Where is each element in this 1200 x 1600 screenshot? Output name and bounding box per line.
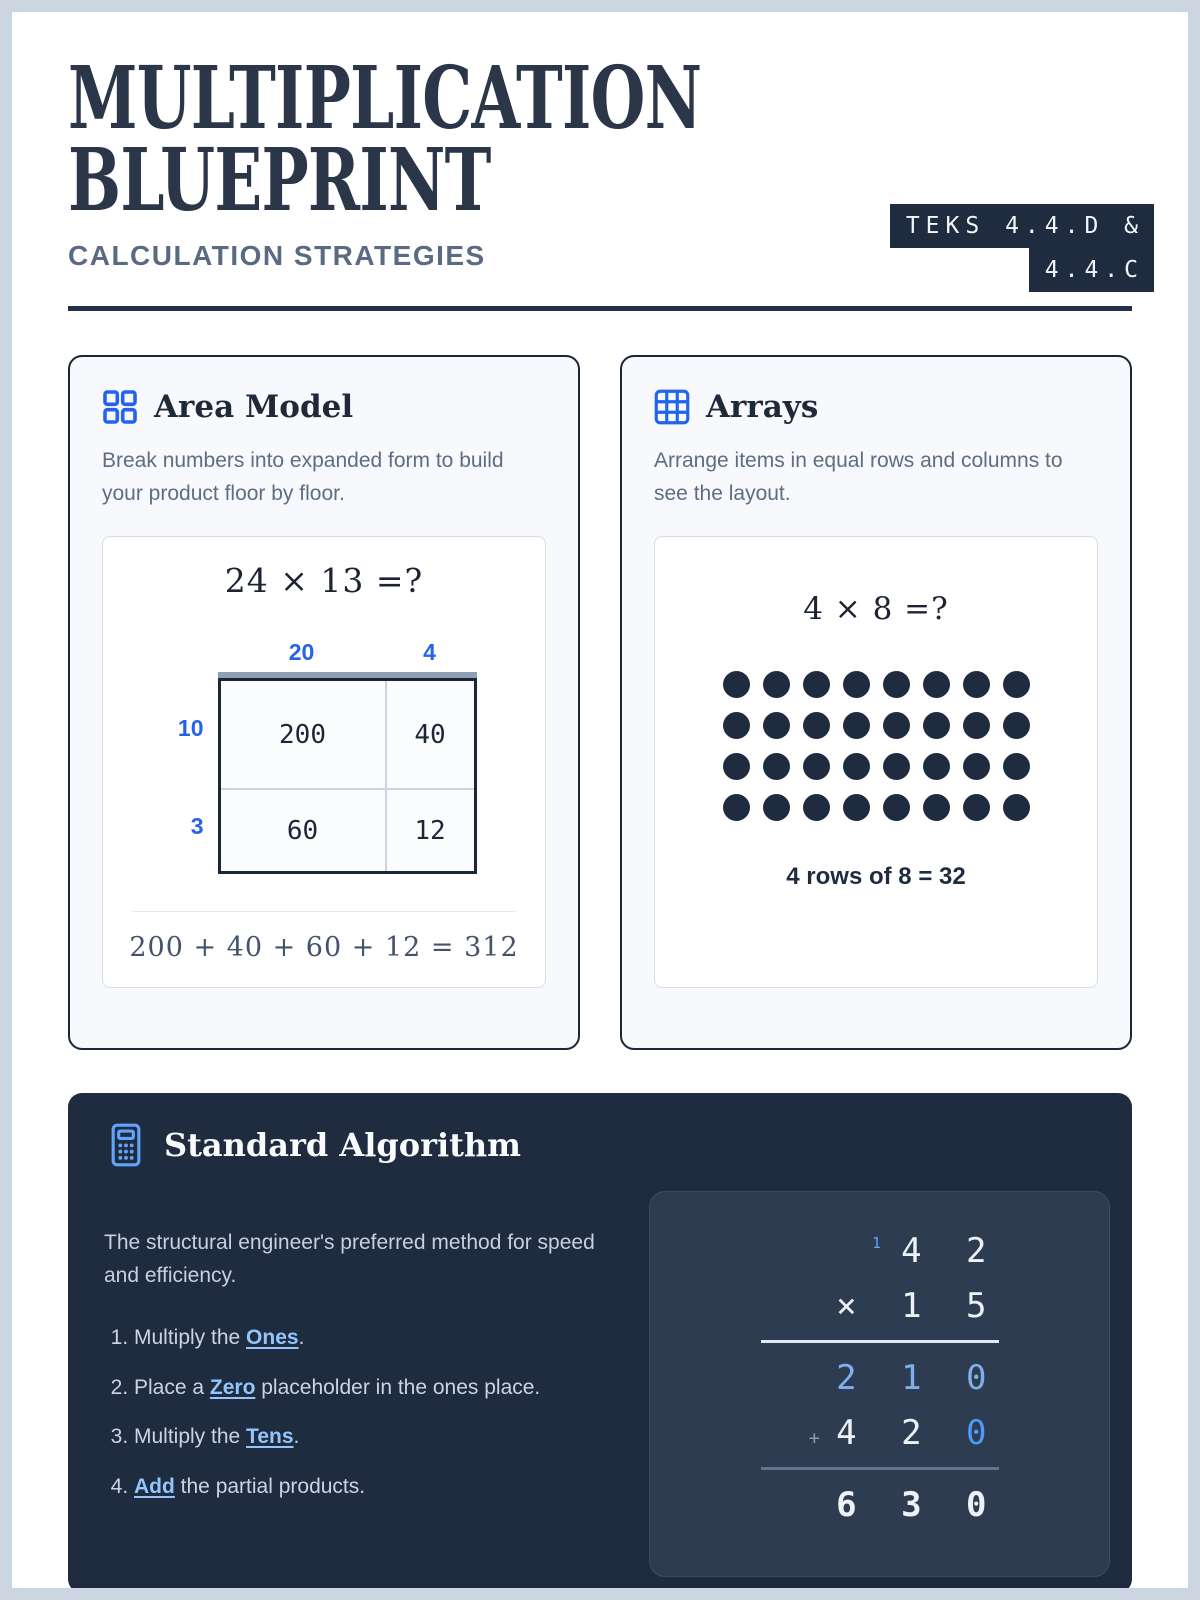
dot-array bbox=[723, 671, 1030, 821]
array-dot bbox=[843, 671, 870, 698]
array-dot bbox=[723, 671, 750, 698]
column-label: 4 bbox=[423, 639, 436, 666]
partial-product-2 bbox=[761, 1406, 999, 1461]
array-dot bbox=[763, 753, 790, 780]
standard-algorithm-section bbox=[68, 1093, 1132, 1588]
row-label: 3 bbox=[190, 812, 204, 839]
partial-product-1: 2 1 0 bbox=[836, 1358, 999, 1398]
method-description: The structural engineer's preferred method for speed and efficiency. bbox=[104, 1231, 595, 1287]
array-dot bbox=[1003, 671, 1030, 698]
multiplicand-row bbox=[761, 1224, 999, 1279]
grid-2x2-icon bbox=[102, 389, 138, 425]
product-rule bbox=[761, 1340, 999, 1343]
step-keyword: Zero bbox=[209, 1375, 256, 1399]
arrays-description: Arrange items in equal rows and columns to see the layout. bbox=[654, 449, 1063, 505]
step-text: Place a bbox=[134, 1375, 210, 1399]
header-divider bbox=[68, 306, 1132, 311]
array-dot bbox=[923, 712, 950, 739]
array-dot bbox=[803, 712, 830, 739]
column-label: 20 bbox=[288, 639, 315, 666]
area-model-table-wrap bbox=[218, 672, 477, 874]
page-header bbox=[68, 48, 1144, 283]
area-model-sum-equation: 200 + 40 + 60 + 12 = 312 bbox=[129, 932, 519, 964]
array-dot bbox=[923, 794, 950, 821]
standard-algorithm-title: Standard Algorithm bbox=[164, 1126, 521, 1164]
array-dot bbox=[923, 671, 950, 698]
teks-badge bbox=[890, 204, 1154, 292]
array-dot bbox=[723, 753, 750, 780]
plus-sign: + bbox=[808, 1427, 821, 1449]
multiplicand: 4 2 bbox=[901, 1231, 999, 1271]
array-dot bbox=[963, 753, 990, 780]
grid-3x3-icon bbox=[654, 389, 690, 425]
title-line-1: MULTIPLICATION bbox=[68, 48, 702, 149]
arrays-demo-box bbox=[654, 536, 1098, 988]
standard-algorithm-columns bbox=[102, 1191, 1110, 1577]
array-dot bbox=[723, 712, 750, 739]
arrays-equation: 4 × 8 =? bbox=[803, 591, 949, 628]
step-item bbox=[134, 1322, 609, 1354]
area-model-diagram bbox=[172, 639, 477, 874]
area-model-title: Area Model bbox=[154, 389, 354, 425]
array-dot bbox=[1003, 794, 1030, 821]
partial-2-digits: 4 2 bbox=[836, 1413, 967, 1453]
array-dot bbox=[923, 753, 950, 780]
array-dot bbox=[803, 794, 830, 821]
array-dot bbox=[763, 671, 790, 698]
array-dot bbox=[883, 712, 910, 739]
calculation-panel bbox=[649, 1191, 1110, 1577]
standard-algorithm-header bbox=[102, 1123, 1110, 1167]
area-model-cell: 60 bbox=[221, 790, 387, 871]
array-caption: 4 rows of 8 = 32 bbox=[786, 863, 966, 891]
step-keyword: Tens bbox=[246, 1425, 294, 1449]
step-text: the partial products. bbox=[174, 1474, 366, 1498]
array-dot bbox=[803, 671, 830, 698]
step-text: Multiply the bbox=[134, 1326, 247, 1350]
area-model-card bbox=[68, 355, 580, 1050]
sum-divider bbox=[132, 911, 517, 912]
step-item bbox=[134, 1421, 609, 1453]
area-model-sum-block bbox=[115, 911, 533, 963]
arrays-title: Arrays bbox=[706, 389, 819, 425]
area-model-column-labels bbox=[218, 639, 477, 666]
area-model-equation: 24 × 13 =? bbox=[224, 561, 424, 601]
multiplier-row: × 1 5 bbox=[836, 1286, 999, 1326]
steps-list bbox=[104, 1322, 609, 1502]
area-model-demo-box bbox=[102, 536, 546, 988]
area-model-cell: 40 bbox=[387, 681, 474, 790]
array-dot bbox=[963, 671, 990, 698]
zero-placeholder: 0 bbox=[966, 1413, 999, 1453]
long-multiplication bbox=[761, 1224, 999, 1533]
teks-badge-line-2: 4.4.C bbox=[1029, 248, 1154, 292]
array-dot bbox=[843, 794, 870, 821]
step-text: placeholder in the ones place. bbox=[255, 1375, 541, 1399]
array-dot bbox=[723, 794, 750, 821]
title-line-2: BLUEPRINT bbox=[68, 130, 491, 231]
teks-badge-line-1: TEKS 4.4.D & bbox=[890, 204, 1154, 248]
area-model-cell: 12 bbox=[414, 815, 446, 846]
array-dot bbox=[963, 794, 990, 821]
array-dot bbox=[883, 671, 910, 698]
array-dot bbox=[1003, 712, 1030, 739]
step-item bbox=[134, 1372, 609, 1404]
step-keyword: Ones bbox=[246, 1326, 299, 1350]
sum-rule bbox=[761, 1467, 999, 1470]
worksheet-page bbox=[12, 12, 1188, 1588]
page-subtitle: CALCULATION STRATEGIES bbox=[68, 240, 486, 271]
array-dot bbox=[763, 794, 790, 821]
arrays-card bbox=[620, 355, 1132, 1050]
array-dot bbox=[963, 712, 990, 739]
array-dot bbox=[883, 753, 910, 780]
step-keyword: Add bbox=[134, 1474, 175, 1498]
arrays-card-header bbox=[654, 389, 1098, 425]
final-product: 6 3 0 bbox=[836, 1485, 999, 1525]
page-title bbox=[68, 48, 845, 231]
area-model-cell: 200 bbox=[221, 681, 387, 790]
step-text: . bbox=[298, 1326, 305, 1350]
array-dot bbox=[763, 712, 790, 739]
array-dot bbox=[803, 753, 830, 780]
array-dot bbox=[883, 794, 910, 821]
array-dot bbox=[843, 753, 870, 780]
carry-digit: 1 bbox=[872, 1234, 882, 1252]
method-column bbox=[102, 1191, 609, 1577]
area-model-table bbox=[218, 678, 477, 874]
array-dot bbox=[1003, 753, 1030, 780]
area-model-description: Break numbers into expanded form to build your product floor by floor. bbox=[102, 449, 504, 505]
strategy-cards-row bbox=[68, 355, 1132, 1050]
step-item bbox=[134, 1471, 609, 1503]
area-model-card-header bbox=[102, 389, 546, 425]
step-text: . bbox=[293, 1425, 300, 1449]
step-text: Multiply the bbox=[134, 1425, 247, 1449]
calculator-icon bbox=[106, 1123, 146, 1167]
area-model-row-labels bbox=[172, 672, 218, 874]
array-dot bbox=[843, 712, 870, 739]
row-label: 10 bbox=[177, 714, 204, 741]
